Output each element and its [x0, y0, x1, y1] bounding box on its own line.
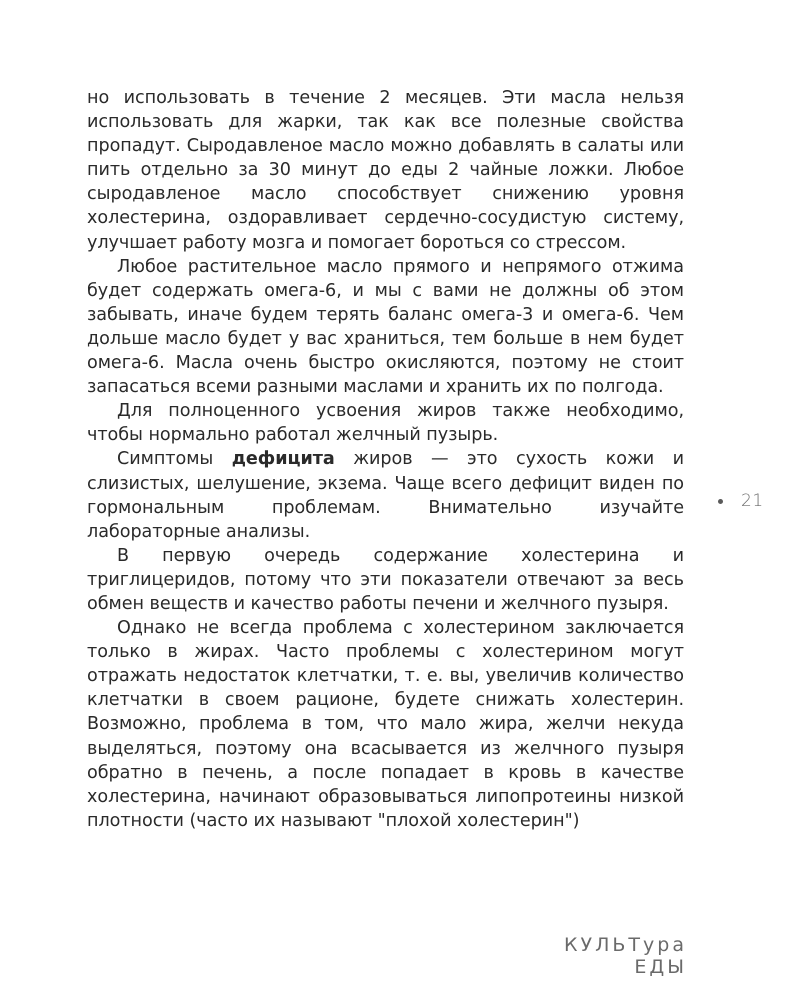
- paragraph-1: но использовать в течение 2 месяцев. Эти масла нельзя использовать для жарки, так как все полезные свойства пропадут. Сыродавленое масло можно добавлять в салаты или пить отдельно за 30 минут до еды 2 чайные ложки. Любое сыродавленое масло способствует снижению уровня холестерина, оздоравливает сердечно-сосудистую систему, улучшает работу мозга и помогает бороться со стрессом.: [87, 88, 684, 253]
- bullet-dot-icon: [718, 499, 723, 504]
- paragraph-2: Любое растительное масло прямого и непрямого отжима будет содержать омега-6, и мы с вами не должны об этом забывать, иначе будем терять баланс омега-3 и омега-6. Чем дольше масло будет у вас храниться, тем больше в нем будет омега-6. Масла очень быстро окисляются, поэтому не стоит запасаться всеми разными маслами и хранить их по полгода.: [87, 256, 684, 398]
- paragraph-5: В первую очередь содержание холестерина и триглицеридов, потому что эти показатели отвечают за весь обмен веществ и качество работы печени и желчного пузыря.: [87, 545, 684, 614]
- page-number: 21: [741, 491, 764, 511]
- bold-term-deficit: дефицита: [231, 449, 335, 470]
- paragraph-3: Для полноценного усвоения жиров также необходимо, чтобы нормально работал желчный пузырь.: [87, 401, 684, 446]
- paragraph-4-start: Симптомы: [117, 449, 232, 470]
- body-text: [87, 86, 684, 833]
- page-marker: [718, 489, 764, 513]
- running-footer-title: КУЛЬТура ЕДЫ: [564, 934, 687, 978]
- paragraph-6: Однако не всегда проблема с холестерином заключается только в жирах. Часто проблемы с холестерином могут отражать недостаток клетчатки, т. е. вы, увеличив количество клетчатки в своем рационе, будете снижать холестерин. Возможно, проблема в том, что мало жира, желчи некуда выделяться, поэтому она всасывается из желчного пузыря обратно в печень, а после попадает в кровь в качестве холестерина, начинают образовываться липопротеины низкой плотности (часто их называют "плохой холестерин"): [87, 618, 684, 831]
- paragraph-4: [87, 447, 684, 543]
- paragraph-4-end: жиров — это сухость кожи и слизистых, шелушение, экзема. Чаще всего дефицит виден по гормональным проблемам. Внимательно изучайте лабораторные анализы.: [87, 449, 684, 542]
